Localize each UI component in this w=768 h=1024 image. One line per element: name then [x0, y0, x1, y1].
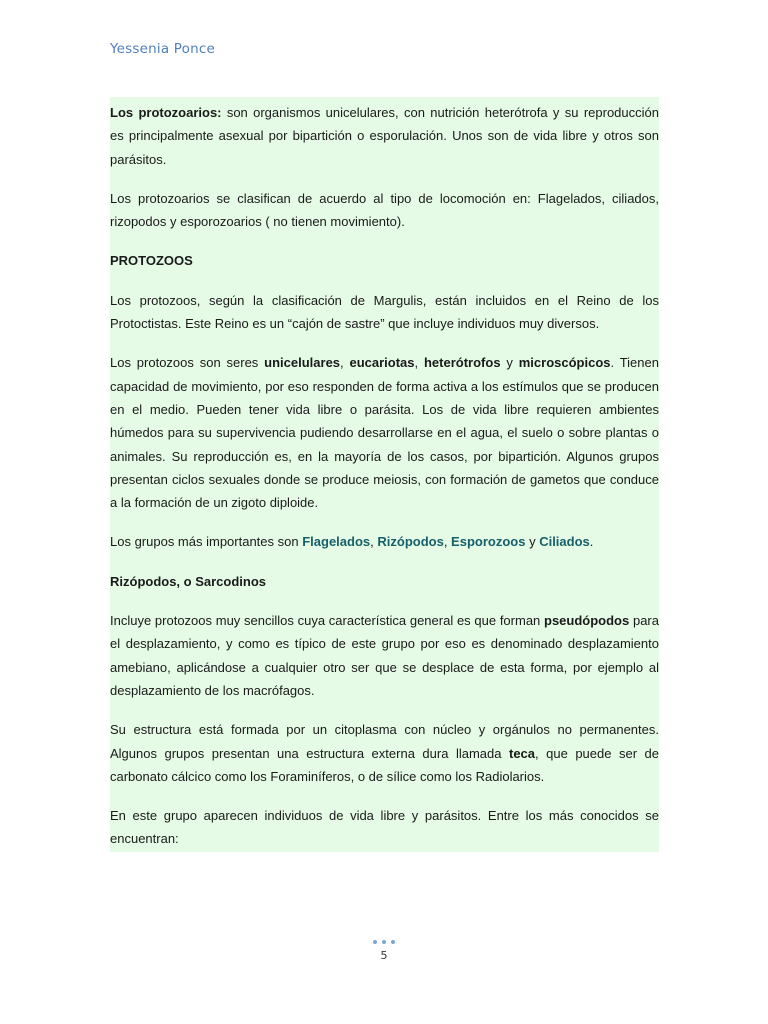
- footer-dots-ornament: [0, 940, 768, 946]
- heading-rizopodos: [110, 570, 659, 593]
- heading-text: Rizópodos, o Sarcodinos: [110, 573, 267, 589]
- text-run: Su estructura está formada por un citoplasma con núcleo y orgánulos no permanentes. Algunos grupos presentan una estructura externa dura llamada: [110, 722, 659, 761]
- text-run-bold: microscópicos: [518, 355, 611, 371]
- text-run: . Tienen capacidad de movimiento, por eso responden de forma activa a los estímulos que se producen en el medio. Pueden tener vida libre o parásita. Los de vida libre requieren ambientes húmedos para su supervivencia pudiendo desarrollarse en el agua, el suelo o sobre plantas o animales. Su reproducción es, en la mayoría de los casos, por bipartición. Algunos grupos presentan ciclos sexuales donde se produce meiosis, con formación de gametos que conduce a la formación de un zigoto diploide.: [110, 355, 659, 511]
- dot-icon: [382, 940, 386, 944]
- group-name-rizopodos: Rizópodos: [377, 534, 444, 550]
- heading-protozoos: [110, 249, 659, 272]
- paragraph-main-groups: [110, 530, 659, 553]
- text-run: y: [525, 534, 540, 550]
- group-name-flagelados: Flagelados: [302, 534, 371, 550]
- text-run-bold: Los protozoarios:: [110, 105, 222, 120]
- text-run: Los protozoarios se clasifican de acuerdo al tipo de locomoción en: Flagelados, ciliados, rizopodos y esporozoarios ( no tienen movimiento).: [110, 190, 659, 230]
- text-run-bold: teca: [508, 745, 536, 761]
- group-name-esporozoos: Esporozoos: [451, 534, 526, 550]
- text-run: y: [500, 355, 519, 371]
- text-run: En este grupo aparecen individuos de vida libre y parásitos. Entre los más conocidos se encuentran:: [110, 808, 659, 847]
- paragraph-protozoarios-definition: [110, 101, 659, 171]
- page-footer: [0, 940, 768, 962]
- text-run-bold: eucariotas: [349, 355, 415, 371]
- dot-icon: [391, 940, 395, 944]
- text-run-bold: heterótrofos: [423, 355, 501, 371]
- text-run: Los protozoos son seres: [110, 355, 265, 371]
- text-run-bold: unicelulares: [264, 355, 341, 371]
- paragraph-characteristics: [110, 351, 659, 514]
- paragraph-classification: [110, 187, 659, 234]
- text-run-bold: pseudópodos: [544, 613, 630, 629]
- dot-icon: [373, 940, 377, 944]
- text-run: Incluye protozoos muy sencillos cuya característica general es que forman: [110, 613, 545, 629]
- text-run: son organismos unicelulares, con nutrición heterótrofa y su reproducción es principalmente asexual por bipartición o esporulación. Unos son de vida libre y otros son parásitos.: [110, 105, 659, 167]
- document-header-author: Yessenia Ponce: [110, 41, 216, 57]
- page-number: 5: [380, 949, 388, 962]
- group-name-ciliados: Ciliados: [539, 534, 590, 550]
- text-run: .: [589, 534, 594, 550]
- text-run: Los grupos más importantes son: [110, 534, 303, 550]
- text-run: Los protozoos, según la clasificación de Margulis, están incluidos en el Reino de los Protoctistas. Este Reino es un “cajón de sastre” que incluye individuos muy diversos.: [110, 292, 659, 332]
- text-run: ,: [340, 355, 350, 371]
- paragraph-known-species: [110, 804, 659, 851]
- text-run: ,: [443, 534, 452, 550]
- heading-text: PROTOZOOS: [110, 253, 193, 269]
- text-run: , que puede ser de carbonato cálcico como los Foraminíferos, o de sílice como los Radiolarios.: [110, 745, 660, 784]
- text-run: ,: [414, 355, 424, 371]
- text-run: para el desplazamiento, y como es típico de este grupo por eso es denominado desplazamiento amebiano, aplicándose a cualquier otro ser que se desplace de esta forma, por ejemplo al desplazamiento de los macrófagos.: [110, 613, 659, 698]
- paragraph-structure: [110, 718, 659, 788]
- text-run: ,: [370, 534, 378, 550]
- paragraph-pseudopodos: [110, 609, 659, 702]
- document-body: [110, 97, 659, 852]
- paragraph-margulis: [110, 289, 659, 336]
